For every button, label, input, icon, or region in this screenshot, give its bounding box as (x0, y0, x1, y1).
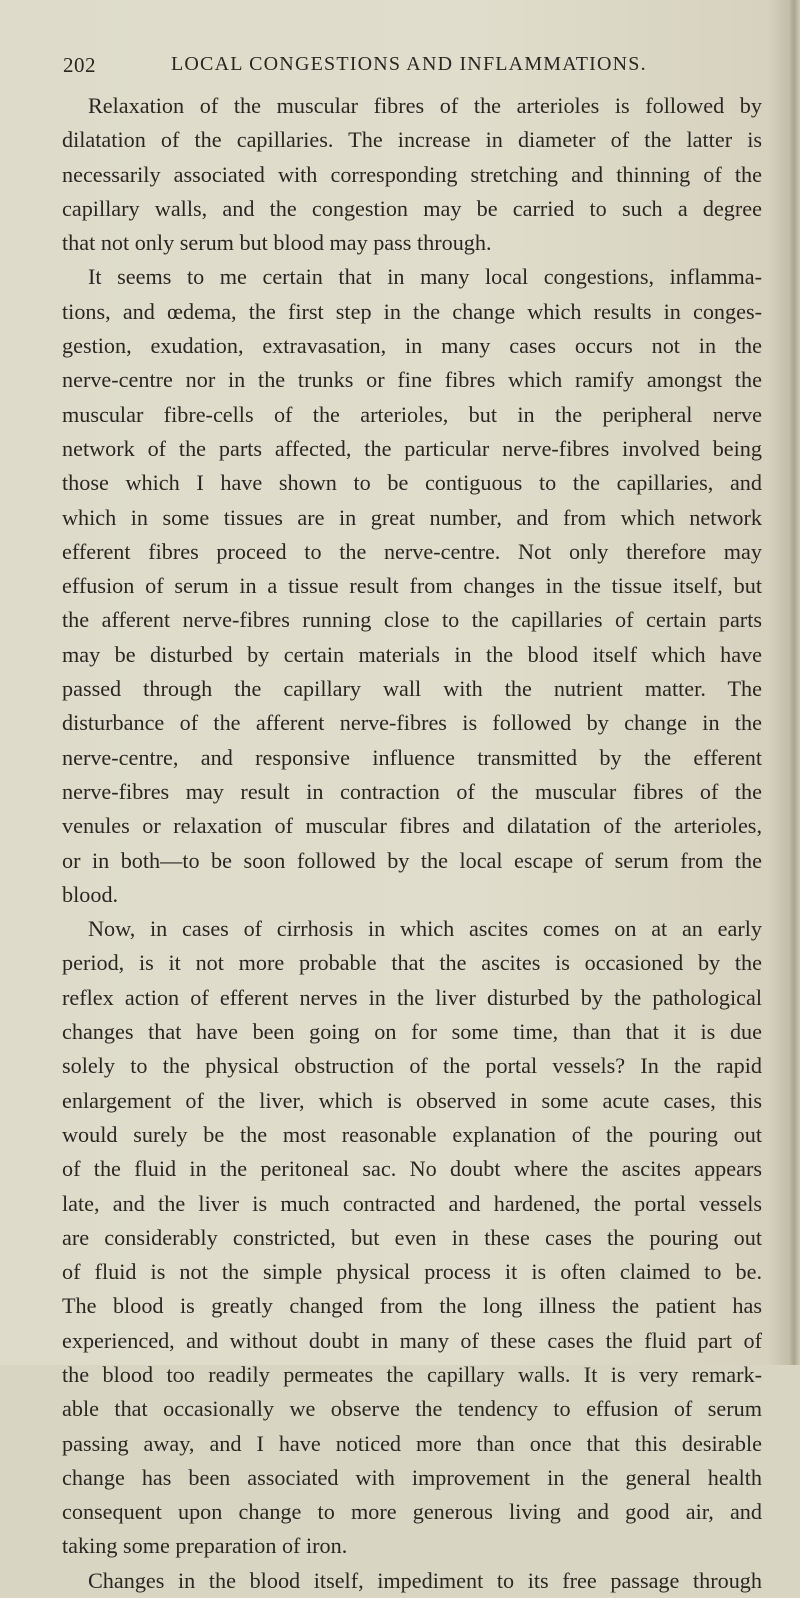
text-line: gestion, exudation, extravasation, in many cases occurs not in the (62, 333, 762, 359)
text-line: nerve-fibres may result in contraction of the muscular fibres of the (62, 778, 762, 804)
text-line: of the fluid in the peritoneal sac. No doubt where the ascites appears (62, 1156, 762, 1182)
text-line: experienced, and without doubt in many of these cases the fluid part of (62, 1327, 762, 1353)
text-line: the blood too readily permeates the capillary walls. It is very remark- (62, 1361, 762, 1387)
text-line: change has been associated with improvement in the general health (62, 1464, 762, 1490)
text-line: consequent upon change to more generous living and good air, and (62, 1499, 762, 1525)
text-line: late, and the liver is much contracted and hardened, the portal vessels (62, 1190, 762, 1216)
text-line: are considerably constricted, but even in these cases the pouring out (62, 1224, 762, 1250)
text-line: changes that have been going on for some time, than that it is due (62, 1019, 762, 1045)
text-line: which in some tissues are in great number, and from which network (62, 504, 762, 530)
text-line: able that occasionally we observe the tendency to effusion of serum (62, 1396, 762, 1422)
text-line: of fluid is not the simple physical process it is often claimed to be. (62, 1259, 762, 1285)
text-line: Changes in the blood itself, impediment to its free passage through (88, 1567, 762, 1593)
text-line: dilatation of the capillaries. The increase in diameter of the latter is (62, 127, 762, 153)
text-line: passed through the capillary wall with the nutrient matter. The (62, 676, 762, 702)
text-line: nerve-centre nor in the trunks or fine fibres which ramify amongst the (62, 367, 762, 393)
text-line: the afferent nerve-fibres running close to the capillaries of certain parts (62, 607, 762, 633)
text-line: capillary walls, and the congestion may be carried to such a degree (62, 195, 762, 221)
page-edge (788, 0, 800, 1365)
text-line: or in both—to be soon followed by the local escape of serum from the (62, 847, 762, 873)
page-header (63, 53, 743, 83)
text-line: blood. (62, 881, 119, 907)
text-line: muscular fibre-cells of the arterioles, but in the peripheral nerve (62, 401, 762, 427)
text-line: would surely be the most reasonable explanation of the pouring out (62, 1121, 762, 1147)
text-line: tions, and œdema, the first step in the change which results in conges- (62, 298, 762, 324)
text-line: It seems to me certain that in many local congestions, inflamma- (88, 264, 762, 290)
text-line: Now, in cases of cirrhosis in which ascites comes on at an early (88, 916, 762, 942)
text-line: necessarily associated with corresponding stretching and thinning of the (62, 161, 762, 187)
page-number: 202 (63, 53, 96, 77)
text-line: Relaxation of the muscular fibres of the arterioles is followed by (88, 93, 762, 118)
text-line: taking some preparation of iron. (62, 1533, 348, 1559)
running-title: LOCAL CONGESTIONS AND INFLAMMATIONS. (171, 53, 647, 75)
text-line: efferent fibres proceed to the nerve-centre. Not only therefore may (62, 538, 762, 564)
text-line: nerve-centre, and responsive influence transmitted by the efferent (62, 744, 762, 770)
text-line: may be disturbed by certain materials in the blood itself which have (62, 641, 762, 667)
text-line: those which I have shown to be contiguous to the capillaries, and (62, 470, 762, 496)
text-line: reflex action of efferent nerves in the liver disturbed by the pathological (62, 984, 762, 1010)
text-line: passing away, and I have noticed more than once that this desirable (62, 1430, 762, 1456)
text-line: that not only serum but blood may pass through. (62, 230, 492, 256)
text-line: venules or relaxation of muscular fibres and dilatation of the arterioles, (62, 813, 762, 839)
text-line: The blood is greatly changed from the long illness the patient has (62, 1293, 762, 1319)
text-line: network of the parts affected, the particular nerve-fibres involved being (62, 435, 762, 461)
text-line: disturbance of the afferent nerve-fibres is followed by change in the (62, 710, 762, 736)
body-text (62, 89, 762, 1598)
text-line: enlargement of the liver, which is observed in some acute cases, this (62, 1087, 762, 1113)
text-line: effusion of serum in a tissue result from changes in the tissue itself, but (62, 573, 762, 599)
text-line: period, is it not more probable that the ascites is occasioned by the (62, 950, 762, 976)
text-line: solely to the physical obstruction of the portal vessels? In the rapid (62, 1053, 762, 1079)
